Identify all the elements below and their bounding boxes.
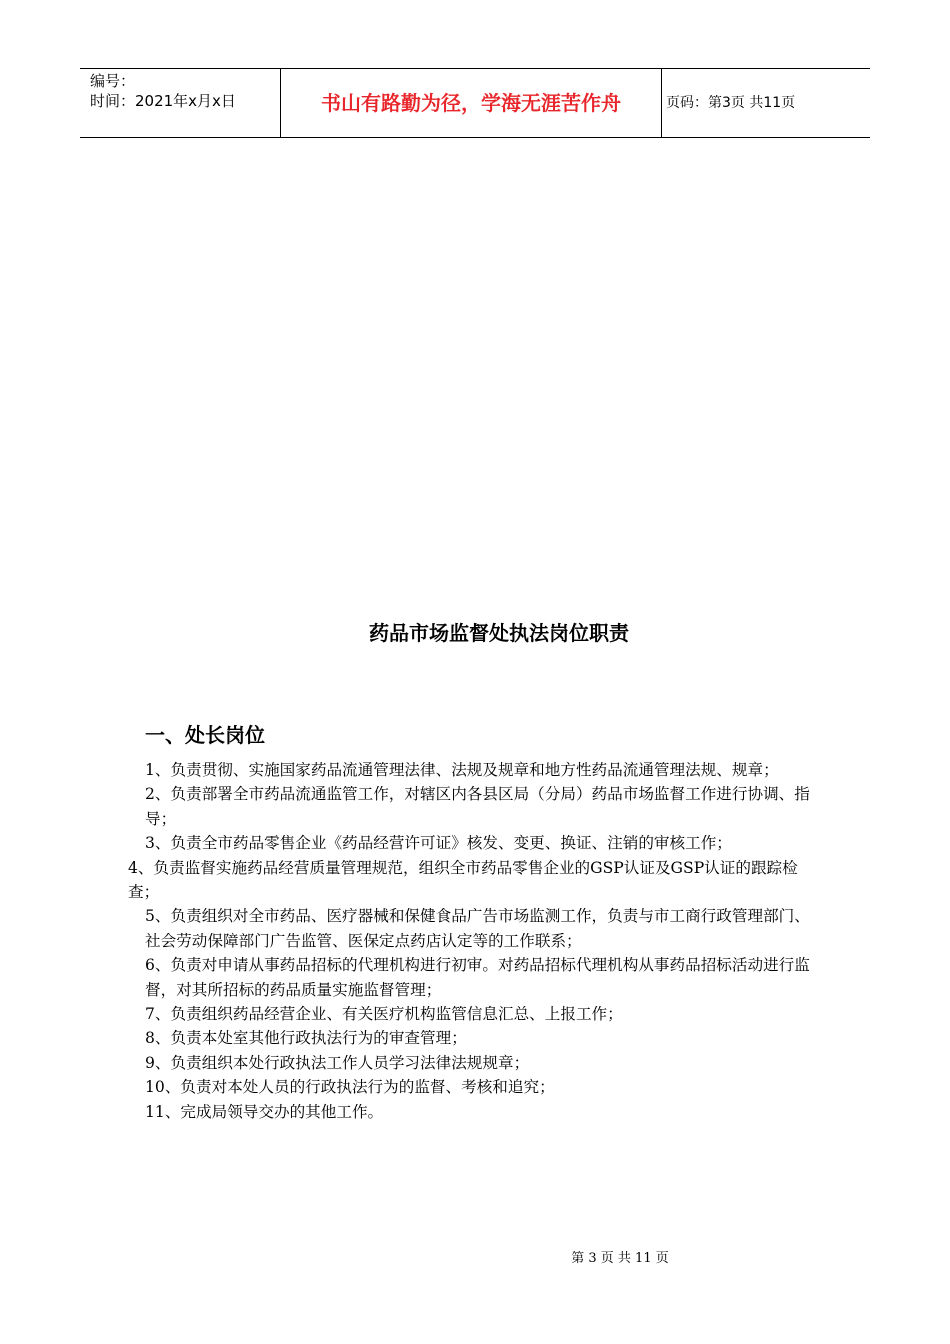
duty-list [128,758,815,1124]
document-title: 药品市场监督处执法岗位职责 [369,621,629,645]
list-item: 7、负责组织药品经营企业、有关医疗机构监管信息汇总、上报工作； [145,1005,623,1024]
list-item: 8、负责本处室其他行政执法行为的审查管理； [145,1029,467,1048]
section-heading: 一、处长岗位 [145,723,265,747]
list-item: 9、负责组织本处行政执法工作人员学习法律法规规章； [145,1053,530,1072]
list-item: 6、负责对申请从事药品招标的代理机构进行初审。对药品招标代理机构从事药品招标活动进行监督，对其所招标的药品质量实施监督管理； [145,956,810,999]
list-item: 11、完成局领导交办的其他工作。 [145,1102,384,1121]
list-item: 10、负责对本处人员的行政执法行为的监督、考核和追究； [145,1078,555,1097]
list-item: 4、负责监督实施药品经营质量管理规范，组织全市药品零售企业的GSP认证及GSP认证的跟踪检查； [128,858,798,902]
list-item: 3、负责全市药品零售企业《药品经营许可证》核发、变更、换证、注销的审核工作； [145,834,732,853]
header-motto: 书山有路勤为径，学海无涯苦作舟 [281,69,662,137]
list-item: 2、负责部署全市药品流通监管工作，对辖区内各县区局（分局）药品市场监督工作进行协调、指导； [145,785,810,828]
number-label: 编号： [90,72,136,90]
header-page-info: 页码：第3页 共11页 [666,95,796,111]
header-meta [80,69,281,137]
time-label: 时间：2021年x月x日 [90,92,236,110]
page-header [80,68,870,138]
page-footer: 第 3 页 共 11 页 [571,1251,669,1266]
list-item: 5、负责组织对全市药品、医疗器械和保健食品广告市场监测工作，负责与市工商行政管理部门、社会劳动保障部门广告监管、医保定点药店认定等的工作联系； [145,907,810,950]
list-item: 1、负责贯彻、实施国家药品流通管理法律、法规及规章和地方性药品流通管理法规、规章； [145,761,779,779]
